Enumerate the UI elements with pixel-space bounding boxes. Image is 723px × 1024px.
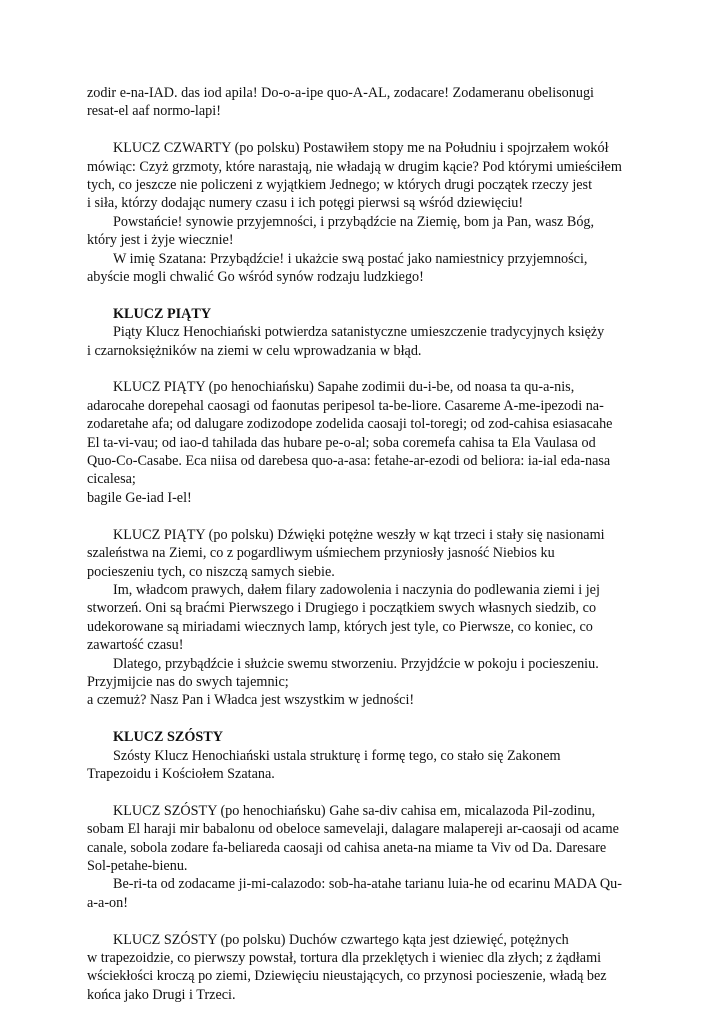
text-line: Przyjmijcie nas do swych tajemnic; (87, 673, 289, 690)
text-section (87, 802, 643, 912)
text-line: zodaretahe afa; od dalugare zodizodope zodelida caosaji tol-toregi; od zod-cahisa esiasacahe (87, 416, 613, 433)
section-heading: KLUCZ PIĄTY (113, 305, 212, 322)
text-section (87, 931, 643, 1005)
text-section (87, 378, 643, 507)
text-line: i czarnoksiężników na ziemi w celu wprowadzania w błąd. (87, 342, 422, 359)
text-line: sobam El haraji mir babalonu od obeloce samevelaji, dalagare malapereji ar-caosaji od acame (87, 821, 619, 838)
paragraph-gap (87, 360, 643, 378)
text-section (87, 139, 643, 286)
document-text (87, 84, 643, 1004)
text-line: końca jako Drugi i Trzeci. (87, 986, 236, 1003)
text-line: zodir e-na-IAD. das iod apila! Do-o-a-ipe quo-A-AL, zodacare! Zodameranu obelisonugi (87, 85, 595, 101)
text-line: Piąty Klucz Henochiański potwierdza satanistyczne umieszczenie tradycyjnych księży (113, 324, 605, 341)
text-line: stworzeń. Oni są braćmi Pierwszego i Drugiego i początkiem swych własnych siedzib, co (87, 600, 597, 617)
paragraph-gap (87, 912, 643, 930)
section-heading: KLUCZ SZÓSTY (113, 729, 223, 746)
text-line: cicalesa; (87, 471, 136, 488)
paragraph-gap (87, 783, 643, 801)
text-line: KLUCZ SZÓSTY (po henochiańsku) Gahe sa-div cahisa em, micalazoda Pil-zodinu, (113, 802, 596, 819)
text-line: KLUCZ SZÓSTY (po polsku) Duchów czwartego kąta jest dziewięć, potężnych (113, 931, 569, 948)
paragraph-gap (87, 710, 643, 728)
text-line: a-a-on! (87, 894, 128, 911)
text-section (87, 305, 643, 360)
text-line: Be-ri-ta od zodacame ji-mi-calazodo: sob-ha-atahe tarianu luia-he od ecarinu MADA Qu- (113, 876, 622, 893)
text-line: Trapezoidu i Kościołem Szatana. (87, 765, 275, 782)
text-line: tych, co jeszcze nie policzeni z wyjątkiem Jednego; w których drugi początek rzeczy jest (87, 177, 593, 194)
text-line: a czemuż? Nasz Pan i Władca jest wszystkim w jedności! (87, 692, 415, 709)
text-line: w trapezoidzie, co pierwszy powstał, tortura dla przeklętych i wieniec dla złych; z żądłami (87, 949, 602, 966)
text-line: wściekłości kroczą po ziemi, Dziewięciu nieustających, co przynosi pocieszenie, władą bez (87, 968, 607, 985)
text-line: Sol-petahe-bienu. (87, 857, 188, 874)
text-line: Powstańcie! synowie przyjemności, i przybądźcie na Ziemię, bom ja Pan, wasz Bóg, (113, 213, 595, 230)
paragraph-gap (87, 121, 643, 139)
text-section (87, 84, 643, 121)
text-line: Dlatego, przybądźcie i służcie swemu stworzeniu. Przyjdźcie w pokoju i pocieszeniu. (113, 655, 599, 672)
paragraph-gap (87, 286, 643, 304)
text-line: KLUCZ PIĄTY (po henochiańsku) Sapahe zodimii du-i-be, od noasa ta qu-a-nis, (113, 379, 575, 396)
text-line: i siła, którzy dodając numery czasu i ich potęgi pierwsi są wśród dziewięciu! (87, 195, 524, 212)
text-line: Quo-Co-Casabe. Eca niisa od darebesa quo-a-asa: fetahe-ar-ezodi od beliora: ia-ial eda-nasa (87, 453, 611, 470)
text-line: udekorowane są miriadami wiecznych lamp, których jest tyle, co Pierwsze, co koniec, co (87, 618, 593, 635)
text-line: pocieszeniu tych, co niszczą samych siebie. (87, 563, 335, 580)
text-line: Szósty Klucz Henochiański ustala strukturę i formę tego, co stało się Zakonem (113, 747, 561, 764)
text-line: Im, władcom prawych, dałem filary zadowolenia i naczynia do podlewania ziemi i jej (113, 581, 600, 598)
text-section (87, 728, 643, 783)
text-line: resat-el aaf normo-lapi! (87, 103, 221, 120)
text-line: W imię Szatana: Przybądźcie! i ukażcie swą postać jako namiestnicy przyjemności, (113, 250, 588, 267)
text-section (87, 526, 643, 710)
paragraph-gap (87, 507, 643, 525)
text-line: adarocahe dorepehal caosagi od faonutas peripesol ta-be-liore. Casareme A-me-ipezodi na- (87, 397, 604, 414)
text-line: mówiąc: Czyż grzmoty, które narastają, nie władają w drugim kącie? Pod którymi umieściłem (87, 158, 622, 175)
text-line: canale, sobola zodare fa-beliareda caosaji od cahisa aneta-na miame ta Viv od Da. Daresare (87, 839, 607, 856)
text-line: KLUCZ PIĄTY (po polsku) Dźwięki potężne weszły w kąt trzeci i stały się nasionami (113, 526, 605, 543)
text-line: który jest i żyje wiecznie! (87, 232, 234, 249)
text-line: zawartość czasu! (87, 637, 184, 654)
text-line: abyście mogli chwalić Go wśród synów rodzaju ludzkiego! (87, 269, 424, 286)
text-line: szaleństwa na Ziemi, co z pogardliwym uśmiechem przyniosły jasność Niebios ku (87, 545, 555, 562)
text-line: bagile Ge-iad I-el! (87, 489, 192, 506)
text-line: KLUCZ CZWARTY (po polsku) Postawiłem stopy me na Południu i spojrzałem wokół (113, 140, 609, 157)
text-line: El ta-vi-vau; od iao-d tahilada das hubare pe-o-al; soba coremefa cahisa ta Ela Vaulasa od (87, 434, 596, 451)
